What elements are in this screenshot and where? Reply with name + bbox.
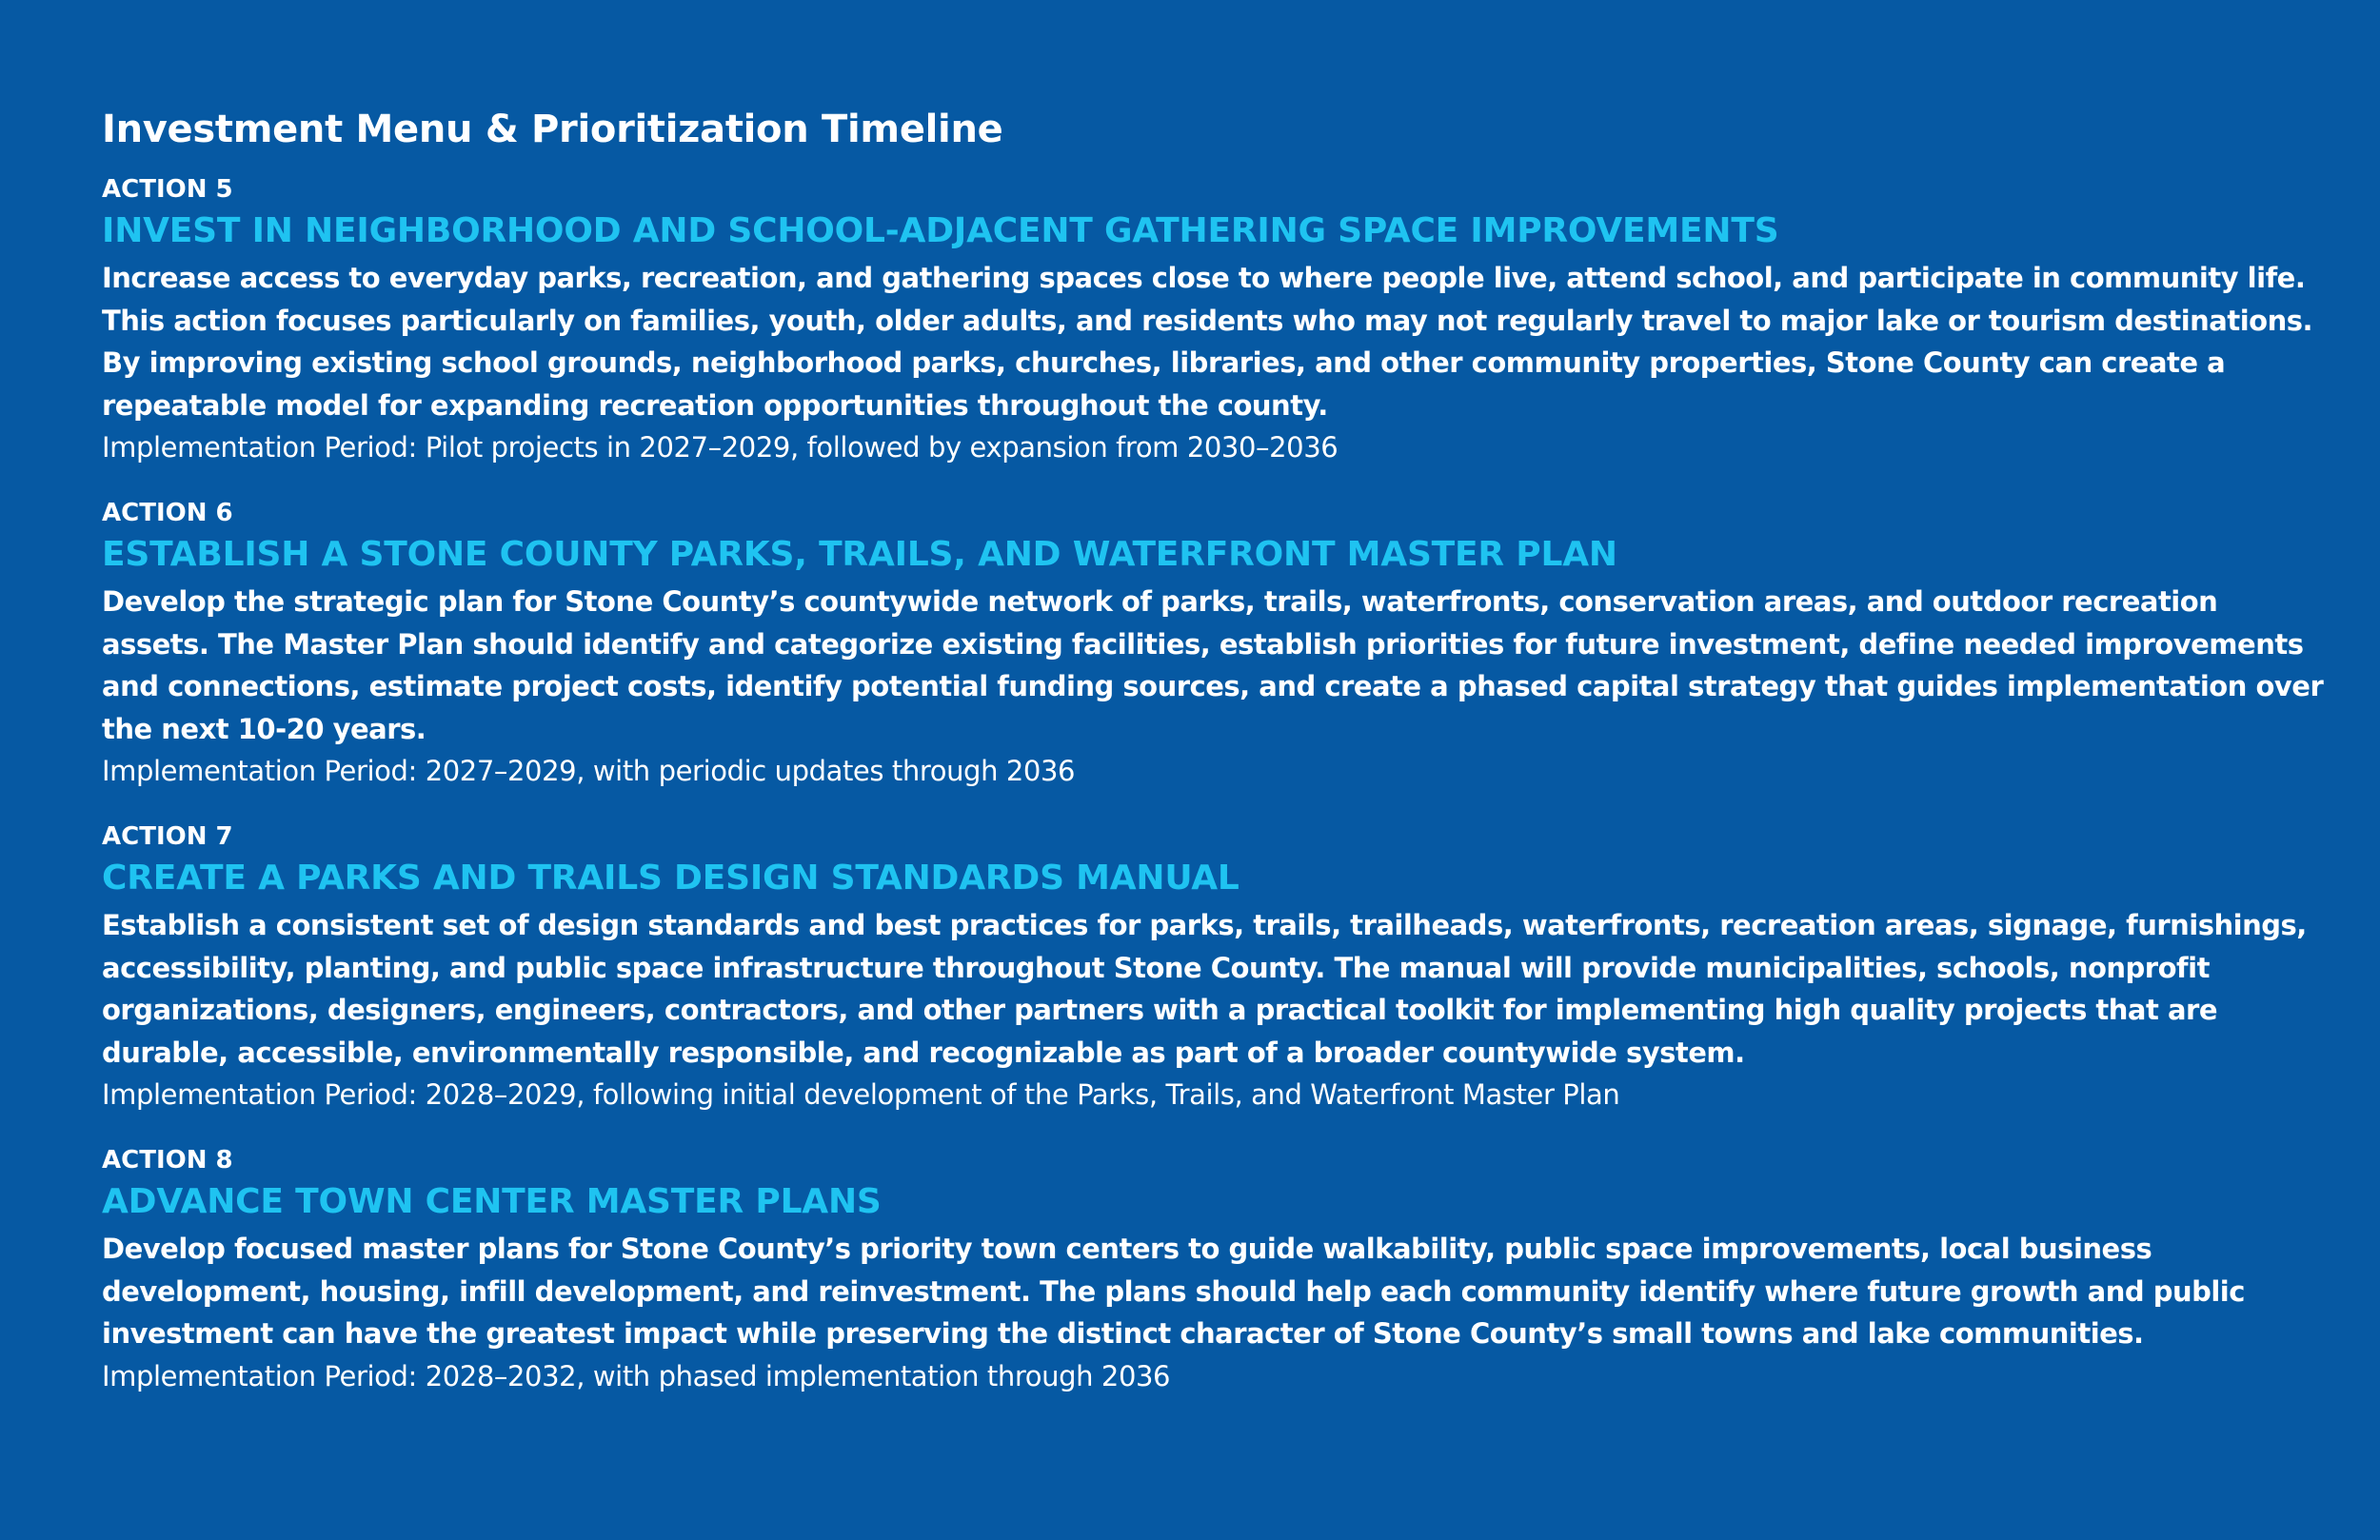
action-description: Develop focused master plans for Stone County’s priority town centers to guide walkability, public space improvements, local business development, housing, infill development, and reinvestment. The plans should help each community identify where future growth and public investment can have the greatest impact while preserving the distinct character of Stone County’s small towns and lake communities. bbox=[102, 1233, 2245, 1350]
action-label: ACTION 5 bbox=[102, 175, 233, 204]
action-heading: CREATE A PARKS AND TRAILS DESIGN STANDARDS MANUAL bbox=[102, 859, 1240, 898]
implementation-period: Implementation Period: 2028–2029, following initial development of the Parks, Trails, and Waterfront Master Plan bbox=[102, 1078, 1620, 1111]
action-8 bbox=[102, 1146, 2330, 1397]
action-heading: ESTABLISH A STONE COUNTY PARKS, TRAILS, AND WATERFRONT MASTER PLAN bbox=[102, 535, 1617, 574]
action-heading: INVEST IN NEIGHBORHOOD AND SCHOOL-ADJACENT GATHERING SPACE IMPROVEMENTS bbox=[102, 211, 1779, 250]
action-6 bbox=[102, 499, 2330, 792]
action-label: ACTION 7 bbox=[102, 822, 233, 851]
action-heading: ADVANCE TOWN CENTER MASTER PLANS bbox=[102, 1182, 882, 1221]
action-label: ACTION 8 bbox=[102, 1146, 233, 1175]
action-7 bbox=[102, 822, 2330, 1116]
implementation-period: Implementation Period: 2027–2029, with periodic updates through 2036 bbox=[102, 755, 1076, 787]
page-title: Investment Menu & Prioritization Timeline bbox=[102, 108, 1003, 151]
action-description: Develop the strategic plan for Stone County’s countywide network of parks, trails, waterfronts, conservation areas, and outdoor recreation assets. The Master Plan should identify and categorize existing facilities, establish priorities for future investment, define needed improvements and connections, estimate project costs, identify potential funding sources, and create a phased capital strategy that guides implementation over the next 10-20 years. bbox=[102, 585, 2324, 745]
implementation-period: Implementation Period: Pilot projects in 2027–2029, followed by expansion from 2030–2036 bbox=[102, 431, 1339, 464]
action-description: Increase access to everyday parks, recreation, and gathering spaces close to where people live, attend school, and participate in community life. This action focuses particularly on families, youth, older adults, and residents who may not regularly travel to major lake or tourism destinations. By improving existing school grounds, neighborhood parks, churches, libraries, and other community properties, Stone County can create a repeatable model for expanding recreation opportunities throughout the county. bbox=[102, 262, 2313, 422]
action-5 bbox=[102, 175, 2330, 468]
content bbox=[102, 103, 2330, 1397]
implementation-period: Implementation Period: 2028–2032, with phased implementation through 2036 bbox=[102, 1359, 1171, 1392]
action-label: ACTION 6 bbox=[102, 499, 233, 527]
action-description: Establish a consistent set of design standards and best practices for parks, trails, trailheads, waterfronts, recreation areas, signage, furnishings, accessibility, planting, and public space infrastructure throughout Stone County. The manual will provide municipalities, schools, nonprofit organizations, designers, engineers, contractors, and other partners with a practical toolkit for implementing high quality projects that are durable, accessible, environmentally responsible, and recognizable as part of a broader countywide system. bbox=[102, 909, 2307, 1069]
